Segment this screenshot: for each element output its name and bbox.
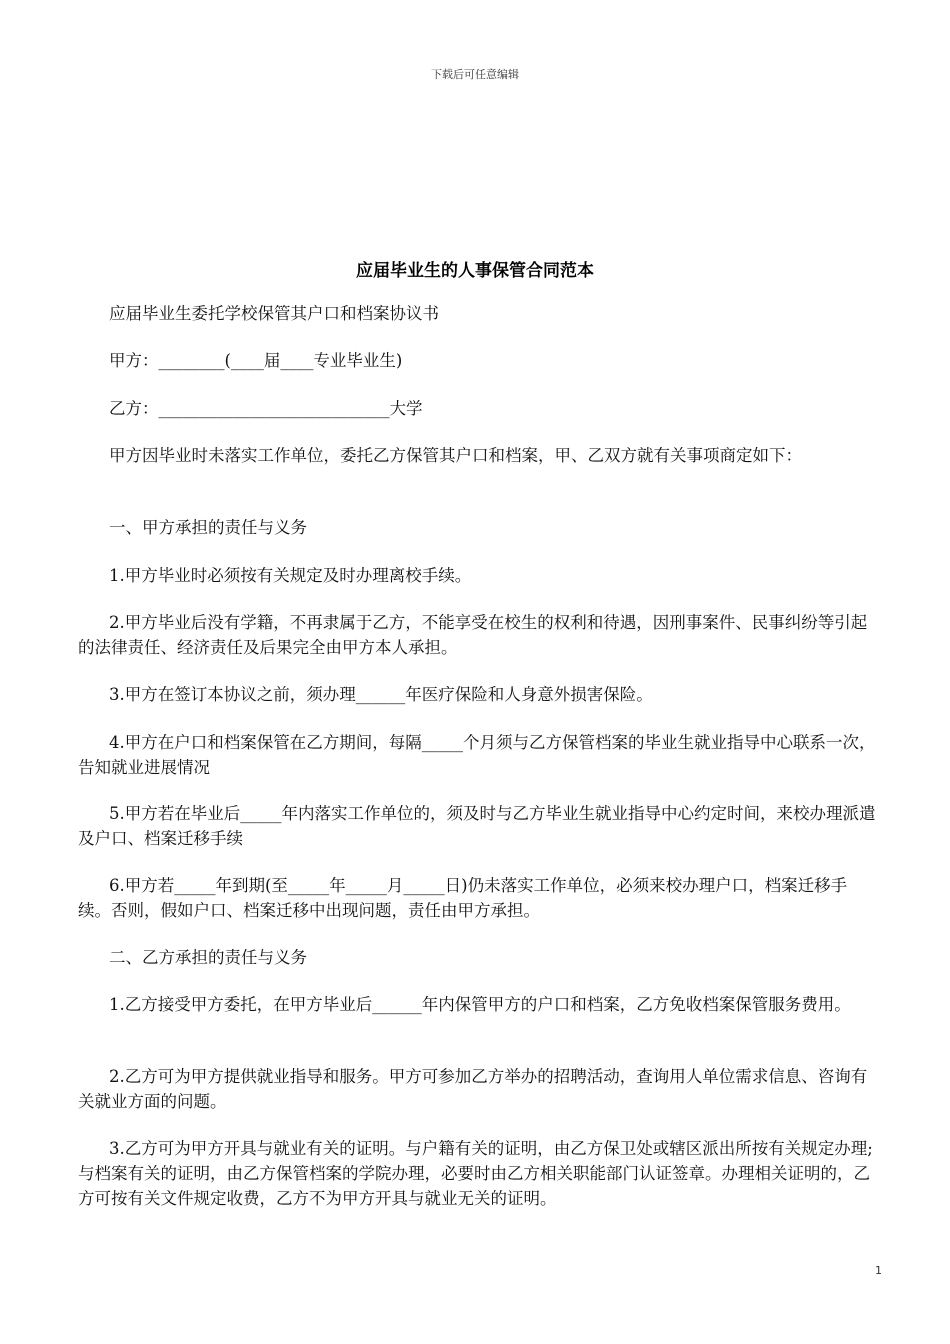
paragraph-preamble: 甲方因毕业时未落实工作单位，委托乙方保管其户口和档案，甲、乙双方就有关事项商定如下：	[109, 446, 802, 465]
paragraph-party-b: 乙方：____________________________大学	[109, 399, 423, 418]
clause-a-1: 1.甲方毕业时必须按有关规定及时办理离校手续。	[109, 566, 472, 585]
section-heading-party-a: 一、甲方承担的责任与义务	[109, 518, 307, 537]
clause-b-2: 2.乙方可为甲方提供就业指导和服务。甲方可参加乙方举办的招聘活动，查询用人单位需求信息、咨询有关就业方面的问题。	[78, 1067, 868, 1111]
clause-a-2: 2.甲方毕业后没有学籍，不再隶属于乙方，不能享受在校生的权利和待遇，因刑事案件、民事纠纷等引起的法律责任、经济责任及后果完全由甲方本人承担。	[78, 613, 868, 657]
paragraph-agreement-name: 应届毕业生委托学校保管其户口和档案协议书	[109, 304, 439, 323]
document-title: 应届毕业生的人事保管合同范本	[356, 261, 594, 281]
clause-a-6: 6.甲方若_____年到期(至_____年_____月_____日)仍未落实工作单位，必须来校办理户口，档案迁移手续。否则，假如户口、档案迁移中出现问题，责任由甲方承担。	[78, 876, 848, 920]
clause-b-3: 3.乙方可为甲方开具与就业有关的证明。与户籍有关的证明，由乙方保卫处或辖区派出所按有关规定办理;与档案有关的证明，由乙方保管档案的学院办理，必要时由乙方相关职能部门认证签章。办理相关证明的，乙方可按有关文件规定收费，乙方不为甲方开具与就业无关的证明。	[78, 1139, 873, 1208]
clause-a-5: 5.甲方若在毕业后_____年内落实工作单位的，须及时与乙方毕业生就业指导中心约定时间，来校办理派遣及户口、档案迁移手续	[78, 804, 876, 848]
clause-b-1: 1.乙方接受甲方委托，在甲方毕业后______年内保管甲方的户口和档案，乙方免收档案保管服务费用。	[109, 995, 851, 1014]
clause-a-4: 4.甲方在户口和档案保管在乙方期间，每隔_____个月须与乙方保管档案的毕业生就业指导中心联系一次，告知就业进展情况	[78, 733, 876, 777]
paragraph-party-a: 甲方：________(____届____专业毕业生)	[109, 351, 403, 370]
clause-a-3: 3.甲方在签订本协议之前，须办理______年医疗保险和人身意外损害保险。	[109, 685, 653, 704]
section-heading-party-b: 二、乙方承担的责任与义务	[109, 948, 307, 967]
page-number: 1	[875, 1264, 882, 1277]
header-note: 下载后可任意编辑	[431, 68, 519, 81]
